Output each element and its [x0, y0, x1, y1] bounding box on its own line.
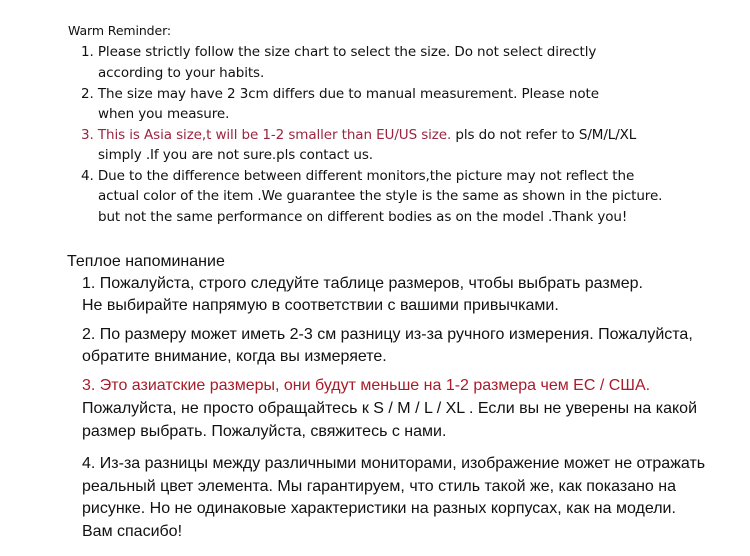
english-line: actual color of the item .We guarantee the style is the same as shown in the picture. [98, 188, 663, 204]
english-line: 4. Due to the difference between different monitors,the picture may not reflect the [81, 168, 635, 184]
english-line-3 [81, 127, 636, 143]
english-line: 2. The size may have 2 3cm differs due to manual measurement. Please note [81, 86, 599, 102]
russian-line: рисунке. Но не одинаковые характеристики на разных корпусах, как на модели. [82, 500, 676, 517]
russian-line: реальный цвет элемента. Мы гарантируем, что стиль такой же, как показано на [82, 478, 676, 495]
russian-line: Не выбирайте напрямую в соответствии с вашими привычками. [82, 297, 559, 314]
russian-line: размер выбрать. Пожалуйста, свяжитесь с нами. [82, 423, 447, 440]
english-line: according to your habits. [98, 65, 265, 81]
size-warning: 3. This is Asia size,t will be 1-2 smaller than EU/US size. [81, 127, 452, 143]
russian-line: 1. Пожалуйста, строго следуйте таблице размеров, чтобы выбрать размер. [82, 275, 643, 292]
english-line: 1. Please strictly follow the size chart to select the size. Do not select directly [81, 44, 597, 60]
english-line: but not the same performance on different bodies as on the model .Thank you! [98, 209, 628, 225]
russian-line: обратите внимание, когда вы измеряете. [82, 348, 387, 365]
english-line: when you measure. [98, 106, 230, 122]
english-line: simply .If you are not sure.pls contact us. [98, 147, 373, 163]
english-title: Warm Reminder: [68, 23, 172, 38]
russian-line: Пожалуйста, не просто обращайтесь к S / M / L / XL . Если вы не уверены на какой [82, 400, 697, 417]
russian-size-warning: 3. Это азиатские размеры, они будут меньше на 1-2 размера чем ЕС / США. [82, 377, 651, 394]
russian-line: Вам спасибо! [82, 523, 183, 540]
english-line-3-rest: pls do not refer to S/M/L/XL [451, 127, 637, 143]
russian-line: 4. Из-за разницы между различными мониторами, изображение может не отражать [82, 455, 706, 472]
russian-title: Теплое напоминание [67, 253, 225, 270]
russian-line: 2. По размеру может иметь 2-3 см разницу из-за ручного измерения. Пожалуйста, [82, 326, 693, 343]
